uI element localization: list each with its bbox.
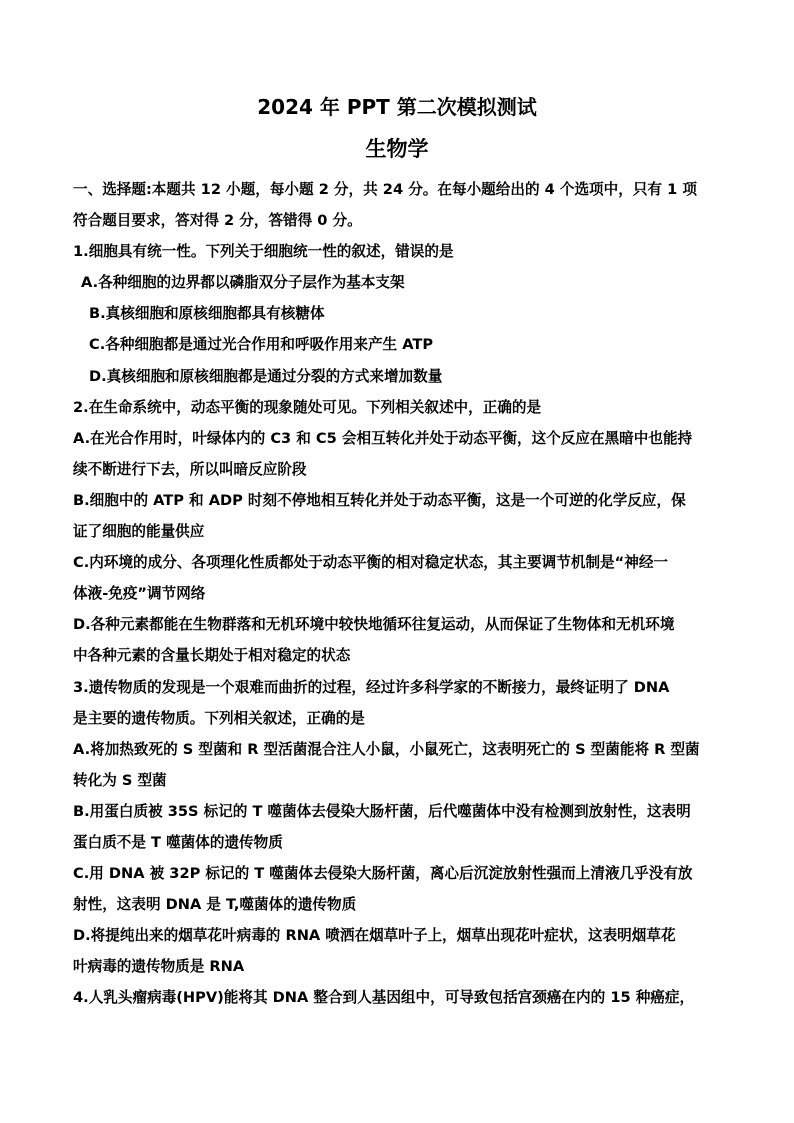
question-3-stem: 是主要的遗传物质。下列相关叙述，正确的是 xyxy=(73,709,365,727)
question-3-option-a: A.将加热致死的 S 型菌和 R 型活菌混合注人小鼠，小鼠死亡，这表明死亡的 S 型菌能将 R 型菌 xyxy=(73,740,700,758)
question-1-option-b: B.真核细胞和原核细胞都具有核糖体 xyxy=(89,305,325,323)
question-3-stem: 3.遗传物质的发现是一个艰难而曲折的过程，经过许多科学家的不断接力，最终证明了 DNA xyxy=(73,678,670,696)
section-instruction: 符合题目要求，答对得 2 分，答错得 0 分。 xyxy=(73,212,362,230)
subject-title: 生物学 xyxy=(365,137,429,161)
question-3-option-c: 射性，这表明 DNA 是 T,噬菌体的遗传物质 xyxy=(73,896,357,914)
exam-title: 2024 年 PPT 第二次模拟测试 xyxy=(257,95,537,119)
question-2-option-d: D.各种元素都能在生物群落和无机环境中较快地循环往复运动，从而保证了生物体和无机环境 xyxy=(73,616,675,634)
question-1-option-d: D.真核细胞和原核细胞都是通过分裂的方式来增加数量 xyxy=(89,367,443,385)
question-3-option-d: 叶病毒的遗传物质是 RNA xyxy=(73,958,245,976)
question-1-stem: 1.细胞具有统一性。下列关于细胞统一性的叙述，错误的是 xyxy=(73,243,454,261)
question-3-option-c: C.用 DNA 被 32P 标记的 T 噬菌体去侵染大肠杆菌，离心后沉淀放射性强而上清液几乎没有放 xyxy=(73,865,693,883)
question-3-option-a: 转化为 S 型菌 xyxy=(73,771,167,789)
question-2-option-a: A.在光合作用时，叶绿体内的 C3 和 C5 会相互转化并处于动态平衡，这个反应在黑暗中也能持 xyxy=(73,429,693,447)
question-2-option-c: C.内环境的成分、各项理化性质都处于动态平衡的相对稳定状态，其主要调节机制是“神经一 xyxy=(73,554,669,572)
question-2-option-b: 证了细胞的能量供应 xyxy=(73,523,205,541)
question-2-option-c: 体液-免疫”调节网络 xyxy=(73,585,206,603)
question-3-option-b: B.用蛋白质被 35S 标记的 T 噬菌体去侵染大肠杆菌，后代噬菌体中没有检测到放射性，这表明 xyxy=(73,802,691,820)
question-3-option-b: 蛋白质不是 T 噬菌体的遗传物质 xyxy=(73,833,283,851)
exam-content xyxy=(73,174,725,1014)
section-instruction: 一、选择题:本题共 12 小题，每小题 2 分，共 24 分。在每小题给出的 4 个选项中，只有 1 项 xyxy=(73,181,697,198)
question-2-option-a: 续不断进行下去，所以叫暗反应阶段 xyxy=(73,460,307,478)
question-3-option-d: D.将提纯出来的烟草花叶病毒的 RNA 喷洒在烟草叶子上，烟草出现花叶症状，这表明烟草花 xyxy=(73,927,676,945)
question-2-option-d: 中各种元素的含量长期处于相对稳定的状态 xyxy=(73,647,351,665)
question-1-option-a: A.各种细胞的边界都以磷脂双分子层作为基本支架 xyxy=(81,274,405,292)
question-4-stem: 4.人乳头瘤病毒(HPV)能将其 DNA 整合到人基因组中，可导致包括宫颈癌在内的 15 种癌症， xyxy=(73,989,695,1007)
question-1-option-c: C.各种细胞都是通过光合作用和呼吸作用来产生 ATP xyxy=(89,336,434,354)
question-2-option-b: B.细胞中的 ATP 和 ADP 时刻不停地相互转化并处于动态平衡，这是一个可逆的化学反应，保 xyxy=(73,491,686,509)
question-2-stem: 2.在生命系统中，动态平衡的现象随处可见。下列相关叙述中，正确的是 xyxy=(73,398,542,416)
